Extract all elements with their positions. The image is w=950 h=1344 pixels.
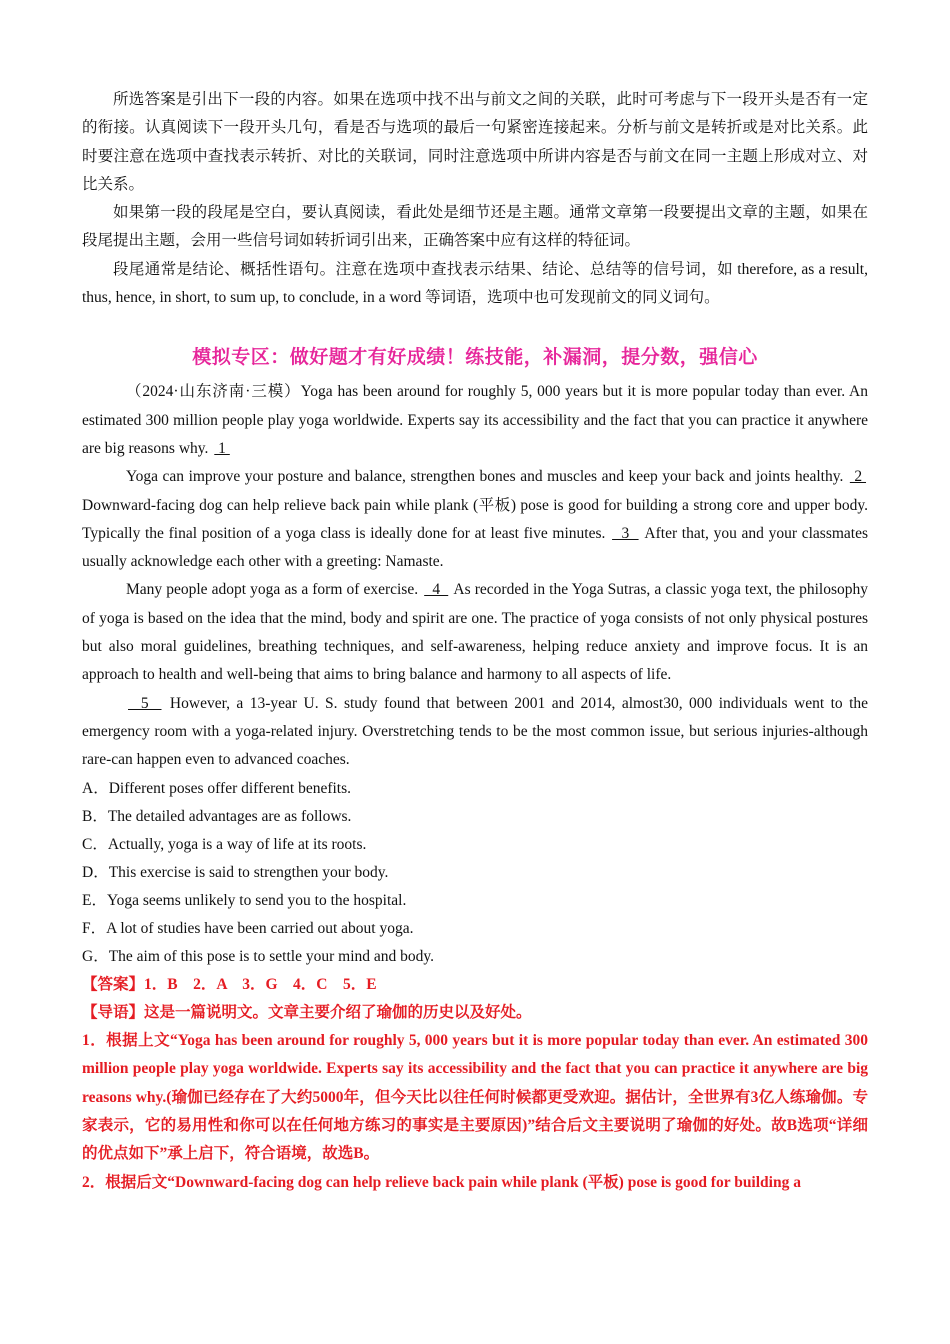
passage-paragraph-1 [82,378,868,463]
answer-line [82,971,868,999]
passage-text: After that, you and your classmates usually acknowledge each other with a greeting: Namaste. [82,524,869,571]
passage-text: Yoga can improve your posture and balance, strengthen bones and muscles and keep your back and joints healthy. [126,468,848,486]
blank-2: 2 [849,468,867,486]
options-list [82,775,868,971]
guide-text: 这是一篇说明文。文章主要介绍了瑜伽的历史以及好处。 [144,1003,532,1021]
blank-4: 4 [424,581,449,599]
intro-paragraph-3: 段尾通常是结论、概括性语句。注意在选项中查找表示结果、结论、总结等的信号词，如 therefore, as a result, thus, hence, in short, to sum up, to conclude, in a word 等词语，选项中也可发现前文的同义词句。 [82,260,868,307]
blank-5: 5 [128,694,162,712]
passage-text: However, a 13-year U. S. study found that between 2001 and 2014, almost30, 000 individuals went to the emergency room with a yoga-related injury. Overstretching tends to be the most common issue, but serious injuries-although rare-can happen even to advanced coaches. [82,694,869,769]
section-heading: 模拟专区：做好题才有好成绩！练技能，补漏洞，提分数，强信心 [192,346,758,369]
passage-text: Many people adopt yoga as a form of exercise. [126,581,423,599]
passage-text: Yoga has been around for roughly 5, 000 years but it is more popular today than ever. An estimated 300 million people play yoga worldwide. Experts say its accessibility and the fact that you can practice it anywhere are big reasons why. [82,383,868,457]
intro-paragraph-1: 所选答案是引出下一段的内容。如果在选项中找不出与前文之间的关联，此时可考虑与下一段开头是否有一定的衔接。认真阅读下一段开头几句，看是否与选项的最后一句紧密连接起来。分析与前文是转折或是对比关系。此时要注意在选项中查找表示转折、对比的关联词，同时注意选项中所讲内容是否与前文在同一主题上形成对立、对比关系。 [82,91,868,193]
answer-section [82,971,868,1197]
answer-label: 【答案】 [82,975,145,993]
document-page [82,86,868,1197]
passage-text: Downward-facing dog can help relieve back pain while plank (平板) pose is good for building a strong core and upper body. Typically the final position of a yoga class is ideally done for at least five minutes. [82,496,868,542]
guide-label: 【导语】 [82,1003,145,1021]
option-d: D．This exercise is said to strengthen your body. [82,863,389,881]
option-a: A．Different poses offer different benefits. [82,779,352,797]
answer-text: 1．B 2．A 3．G 4．C 5．E [144,975,377,993]
blank-3: 3 [612,524,639,542]
passage-paragraph-2 [82,463,868,576]
passage-source: （2024·山东济南·三模） [126,383,301,401]
passage-text: As recorded in the Yoga Sutras, a classic yoga text, the philosophy of yoga is based on the idea that the mind, body and spirit are one. The practice of yoga consists of not only physical postures but also moral guidelines, breathing techniques, and self-awareness, helping reduce anxiety and improve focus. It is an approach to health and well-being that aims to bring balance and harmony to all aspects of life. [82,581,869,684]
intro-paragraph-2: 如果第一段的段尾是空白，要认真阅读，看此处是细节还是主题。通常文章第一段要提出文章的主题，如果在段尾提出主题，会用一些信号词如转折词引出来，正确答案中应有这样的特征词。 [82,204,868,250]
option-g: G．The aim of this pose is to settle your mind and body. [82,947,435,965]
passage-paragraph-4 [82,690,868,775]
explanation-1: 1．根据上文“Yoga has been around for roughly 5, 000 years but it is more popular today than ever. An estimated 300 million people play yoga worldwide. Experts say its accessibility and the fact that you can practice it anywhere are big reasons why.(瑜伽已经存在了大约5000年，但今天比以往任何时候都更受欢迎。据估计，全世界有3亿人练瑜伽。专家表示，它的易用性和你可以在任何地方练习的事实是主要原因)”结合后文主要说明了瑜伽的好处。故B选项“详细的优点如下”承上启下，符合语境，故选B。 [82,1032,868,1163]
option-e: E．Yoga seems unlikely to send you to the hospital. [82,891,407,909]
blank-1: 1 [214,439,230,457]
option-c: C．Actually, yoga is a way of life at its roots. [82,835,367,853]
option-f: F．A lot of studies have been carried out about yoga. [82,919,414,937]
passage-paragraph-3 [82,576,868,689]
guide-line [82,999,868,1027]
explanation-2: 2．根据后文“Downward-facing dog can help relieve back pain while plank (平板) pose is good for building a [82,1173,801,1191]
option-b: B．The detailed advantages are as follows. [82,807,352,825]
